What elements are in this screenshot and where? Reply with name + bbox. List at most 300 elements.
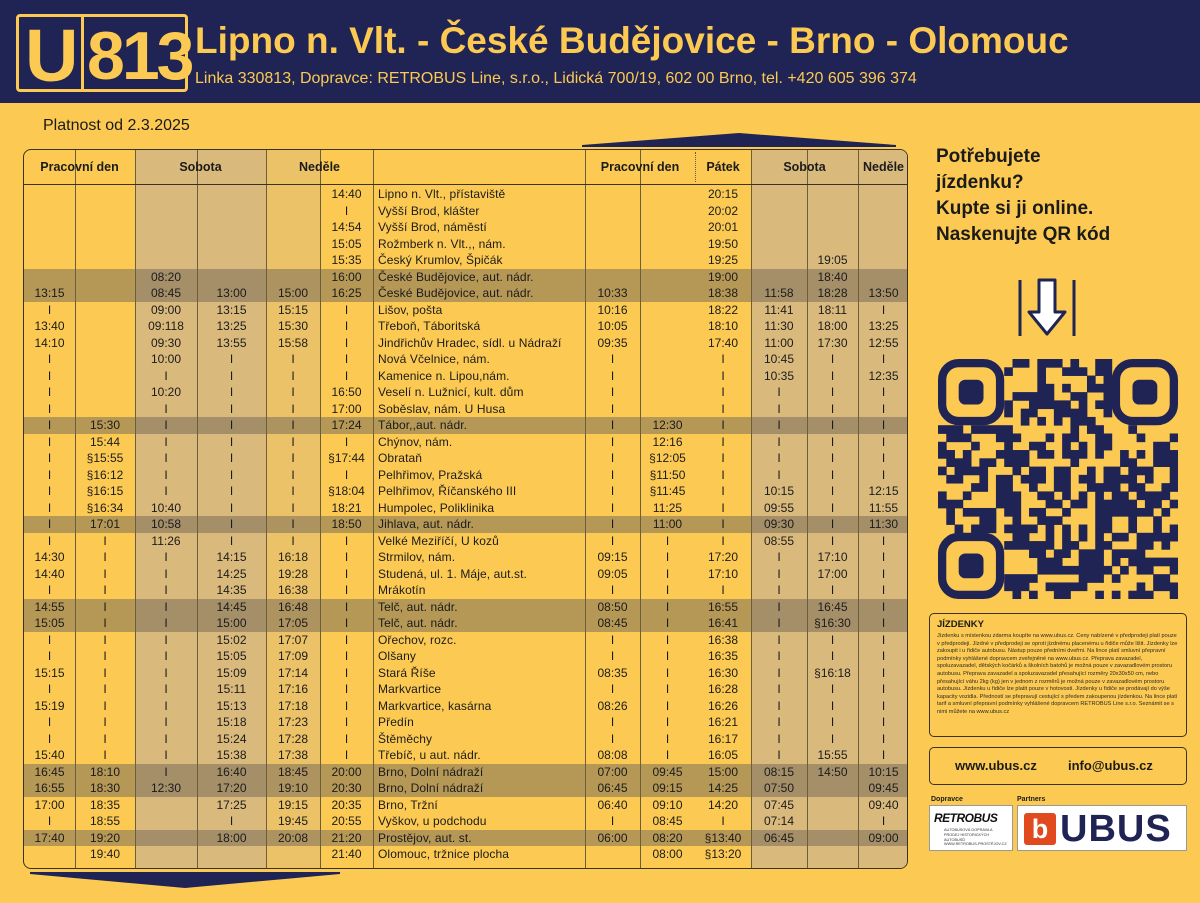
time-cell: I bbox=[830, 368, 835, 383]
time-cell: 09:10 bbox=[652, 797, 683, 812]
time-cell bbox=[75, 318, 135, 335]
time-cell: I bbox=[610, 401, 615, 416]
tickets-title: JÍZDENKY bbox=[937, 619, 984, 630]
time-cell: I bbox=[777, 649, 781, 663]
time-cell: I bbox=[830, 500, 835, 515]
time-cell: 09:45 bbox=[868, 781, 899, 795]
time-cell: §11:45 bbox=[649, 484, 686, 498]
time-cell: 08:20 bbox=[652, 830, 683, 845]
email-link[interactable]: info@ubus.cz bbox=[1068, 758, 1153, 773]
table-row bbox=[24, 236, 908, 253]
time-cell: I bbox=[47, 517, 52, 531]
table-row bbox=[24, 302, 908, 319]
time-cell: 13:50 bbox=[868, 286, 899, 300]
time-cell bbox=[807, 219, 858, 236]
time-cell bbox=[135, 830, 197, 847]
time-cell: 16:21 bbox=[707, 715, 739, 729]
line-number: 813 bbox=[87, 18, 192, 94]
time-cell bbox=[751, 186, 807, 203]
time-cell bbox=[197, 203, 266, 220]
time-cell bbox=[585, 186, 640, 203]
time-cell: I bbox=[291, 451, 295, 465]
time-cell bbox=[75, 219, 135, 236]
time-cell: I bbox=[344, 335, 349, 350]
time-cell: I bbox=[344, 632, 349, 647]
time-cell: 08:35 bbox=[597, 665, 628, 680]
time-cell: 15:18 bbox=[216, 715, 247, 729]
time-cell: I bbox=[344, 748, 349, 762]
time-cell: 17:00 bbox=[331, 401, 362, 416]
time-cell: I bbox=[229, 352, 234, 366]
time-cell bbox=[585, 219, 640, 236]
stop-name: Obrataň bbox=[378, 451, 423, 465]
stop-name: Štěměchy bbox=[378, 731, 433, 746]
time-cell: 18:30 bbox=[89, 781, 121, 795]
time-cell: I bbox=[777, 434, 781, 449]
time-cell bbox=[585, 203, 640, 220]
direction-arrow-left-icon bbox=[30, 872, 340, 888]
time-cell: §13:40 bbox=[704, 830, 742, 845]
time-cell: I bbox=[777, 418, 781, 432]
table-row bbox=[24, 533, 908, 550]
time-cell bbox=[640, 252, 695, 269]
time-cell: I bbox=[164, 451, 168, 465]
time-cell: I bbox=[344, 302, 349, 317]
time-cell bbox=[24, 252, 75, 269]
time-cell bbox=[585, 236, 640, 253]
time-cell: 13:55 bbox=[216, 335, 247, 350]
partners-label: Partners bbox=[1017, 796, 1046, 803]
time-cell: 20:15 bbox=[707, 187, 739, 201]
time-cell: I bbox=[47, 484, 52, 498]
time-cell: I bbox=[229, 418, 234, 432]
time-cell: 10:40 bbox=[150, 500, 182, 515]
time-cell: I bbox=[47, 418, 52, 432]
time-cell: 09:15 bbox=[597, 550, 628, 564]
table-row bbox=[24, 417, 908, 434]
direction-arrow-right-icon bbox=[582, 133, 896, 147]
time-cell: 18:50 bbox=[331, 517, 362, 531]
time-cell: §15:55 bbox=[86, 451, 124, 465]
table-row bbox=[24, 318, 908, 335]
time-cell: I bbox=[164, 682, 168, 696]
time-cell bbox=[807, 186, 858, 203]
time-cell: I bbox=[830, 418, 835, 432]
time-cell: 15:09 bbox=[216, 665, 247, 680]
qr-code-icon[interactable] bbox=[938, 359, 1178, 599]
time-cell bbox=[640, 285, 695, 302]
time-cell: I bbox=[721, 385, 725, 399]
time-cell: 09:05 bbox=[597, 566, 628, 581]
time-cell: 17:20 bbox=[707, 550, 739, 564]
time-cell: 16:30 bbox=[707, 665, 739, 680]
time-cell: I bbox=[881, 467, 886, 482]
time-cell: I bbox=[610, 385, 615, 399]
time-cell bbox=[858, 846, 908, 863]
time-cell: I bbox=[344, 616, 349, 630]
time-cell: 15:15 bbox=[277, 302, 309, 317]
time-cell bbox=[135, 797, 197, 814]
table-row bbox=[24, 780, 908, 797]
time-cell: I bbox=[881, 616, 886, 630]
header-workday-right: Pracovní den bbox=[600, 160, 680, 174]
time-cell: I bbox=[291, 352, 295, 366]
time-cell: 18:40 bbox=[817, 269, 848, 284]
time-cell: 08:55 bbox=[763, 533, 795, 548]
stop-name: Lišov, pošta bbox=[378, 302, 443, 317]
time-cell: 09:55 bbox=[763, 500, 795, 515]
stop-name: České Budějovice, aut. nádr. bbox=[378, 269, 534, 284]
time-cell: 15:15 bbox=[34, 665, 65, 680]
time-cell: 15:40 bbox=[34, 748, 65, 762]
stop-name: Telč, aut. nádr. bbox=[378, 599, 458, 614]
time-cell: I bbox=[164, 401, 168, 416]
time-cell: 16:28 bbox=[707, 682, 739, 696]
time-cell: I bbox=[229, 401, 234, 416]
time-cell bbox=[135, 846, 197, 863]
time-cell: 16:17 bbox=[707, 731, 739, 746]
time-cell: §16:12 bbox=[86, 467, 124, 482]
time-cell: 16:38 bbox=[707, 632, 739, 647]
time-cell: 06:45 bbox=[597, 781, 628, 795]
table-row bbox=[24, 698, 908, 715]
time-cell: I bbox=[164, 599, 168, 614]
table-row bbox=[24, 516, 908, 533]
time-cell bbox=[75, 236, 135, 253]
ubus-logo bbox=[1017, 805, 1187, 851]
time-cell: I bbox=[344, 599, 349, 614]
time-cell bbox=[640, 335, 695, 352]
time-cell: I bbox=[47, 434, 52, 449]
time-cell: 09:30 bbox=[150, 335, 182, 350]
time-cell: 11:30 bbox=[764, 319, 794, 333]
time-cell: 14:45 bbox=[216, 599, 247, 614]
time-cell: I bbox=[721, 583, 725, 597]
stop-name: Lipno n. Vlt., přístaviště bbox=[378, 187, 506, 201]
time-cell: I bbox=[830, 484, 835, 498]
time-cell: 19:25 bbox=[707, 253, 739, 267]
time-cell: 07:45 bbox=[763, 797, 795, 812]
time-cell: I bbox=[721, 517, 725, 531]
time-cell: I bbox=[777, 401, 781, 416]
time-cell: I bbox=[777, 583, 781, 597]
time-cell: 16:35 bbox=[707, 649, 739, 663]
table-row bbox=[24, 219, 908, 236]
time-cell: I bbox=[344, 698, 349, 713]
time-cell: I bbox=[610, 484, 615, 498]
stop-name: Mrákotín bbox=[378, 583, 426, 597]
time-cell: I bbox=[291, 434, 295, 449]
time-cell: I bbox=[830, 682, 835, 696]
time-cell: 15:55 bbox=[817, 748, 848, 762]
time-cell: 18:11 bbox=[817, 302, 848, 317]
stop-name: Pelhřimov, Říčanského III bbox=[378, 484, 517, 498]
time-cell: 12:30 bbox=[150, 781, 182, 795]
time-cell: I bbox=[229, 484, 234, 498]
time-cell: I bbox=[777, 748, 781, 762]
time-cell bbox=[858, 203, 908, 220]
time-cell: I bbox=[103, 665, 107, 680]
time-cell: 16:25 bbox=[331, 286, 362, 300]
time-cell bbox=[75, 384, 135, 401]
time-cell bbox=[640, 219, 695, 236]
stop-name: Tábor,,aut. nádr. bbox=[378, 418, 468, 432]
time-cell: §13:20 bbox=[704, 847, 742, 861]
time-cell: I bbox=[229, 517, 234, 531]
time-cell bbox=[266, 236, 320, 253]
time-cell: 16:38 bbox=[277, 583, 309, 597]
time-cell bbox=[135, 813, 197, 830]
time-cell bbox=[807, 813, 858, 830]
table-row bbox=[24, 483, 908, 500]
time-cell: 16:48 bbox=[277, 599, 309, 614]
time-cell: I bbox=[164, 583, 168, 597]
time-cell: 17:09 bbox=[277, 649, 309, 663]
time-cell: I bbox=[344, 566, 349, 581]
time-cell bbox=[266, 186, 320, 203]
stop-name: Veselí n. Lužnicí, kult. dům bbox=[378, 385, 524, 399]
time-cell: I bbox=[164, 368, 168, 383]
time-cell bbox=[75, 269, 135, 286]
time-cell: I bbox=[830, 517, 835, 531]
time-cell: I bbox=[344, 665, 349, 680]
time-cell: I bbox=[344, 203, 349, 218]
time-cell: 21:20 bbox=[331, 830, 362, 845]
time-cell bbox=[266, 846, 320, 863]
time-cell: 14:25 bbox=[707, 781, 739, 795]
time-cell: I bbox=[881, 451, 886, 465]
time-cell: I bbox=[881, 550, 886, 564]
time-cell bbox=[75, 401, 135, 418]
time-cell: 15:00 bbox=[707, 764, 739, 779]
time-cell: §11:50 bbox=[649, 467, 686, 482]
time-cell: I bbox=[830, 451, 835, 465]
time-cell: I bbox=[164, 731, 168, 746]
table-row bbox=[24, 714, 908, 731]
promo-line-4: Naskenujte QR kód bbox=[936, 224, 1111, 245]
time-cell: I bbox=[291, 500, 295, 515]
time-cell: I bbox=[881, 748, 886, 762]
stop-name: Olomouc, tržnice plocha bbox=[378, 847, 510, 861]
time-cell: 06:00 bbox=[597, 830, 628, 845]
table-row bbox=[24, 434, 908, 451]
stop-name: Brno, Dolní nádraží bbox=[378, 764, 484, 779]
time-cell: §16:34 bbox=[86, 500, 124, 515]
time-cell: I bbox=[610, 682, 615, 696]
table-row bbox=[24, 368, 908, 385]
stop-name: Ořechov, rozc. bbox=[378, 632, 457, 647]
table-row bbox=[24, 252, 908, 269]
time-cell: I bbox=[610, 418, 615, 432]
time-cell: I bbox=[881, 566, 886, 581]
time-cell bbox=[135, 219, 197, 236]
header-saturday-left: Sobota bbox=[179, 160, 222, 174]
time-cell: I bbox=[881, 352, 886, 366]
time-cell: I bbox=[881, 814, 886, 828]
time-cell: I bbox=[164, 550, 168, 564]
time-cell: 17:14 bbox=[277, 665, 309, 680]
time-cell: I bbox=[830, 715, 835, 729]
table-row bbox=[24, 648, 908, 665]
time-cell: I bbox=[610, 632, 615, 647]
time-cell: 15:35 bbox=[331, 253, 362, 267]
time-cell: 10:20 bbox=[150, 385, 182, 399]
time-cell: I bbox=[830, 533, 835, 548]
stop-name: Stará Říše bbox=[378, 665, 436, 680]
time-cell: 10:15 bbox=[763, 484, 795, 498]
time-cell: 17:30 bbox=[817, 335, 848, 350]
time-cell: 08:26 bbox=[597, 698, 628, 713]
time-cell: I bbox=[721, 368, 725, 383]
time-cell: 15:24 bbox=[216, 731, 247, 746]
time-cell: 07:00 bbox=[597, 764, 628, 779]
time-cell: 17:00 bbox=[34, 797, 65, 812]
time-cell: 14:30 bbox=[34, 550, 65, 564]
logo-divider bbox=[81, 17, 84, 89]
time-cell bbox=[807, 780, 858, 797]
time-cell: 17:10 bbox=[707, 566, 739, 581]
time-cell: I bbox=[103, 731, 107, 746]
time-cell: 16:50 bbox=[331, 385, 362, 399]
time-cell bbox=[858, 269, 908, 286]
time-cell bbox=[640, 351, 695, 368]
time-cell: 08:00 bbox=[652, 847, 683, 861]
time-cell: 06:40 bbox=[597, 797, 628, 812]
time-cell bbox=[266, 203, 320, 220]
time-cell: I bbox=[777, 731, 781, 746]
time-cell: I bbox=[665, 649, 670, 663]
table-row bbox=[24, 335, 908, 352]
time-cell: 15:00 bbox=[216, 616, 247, 630]
time-cell bbox=[75, 285, 135, 302]
time-cell: I bbox=[777, 566, 781, 581]
time-cell: I bbox=[881, 682, 886, 696]
stop-name: Předín bbox=[378, 715, 414, 729]
time-cell: 08:20 bbox=[150, 269, 182, 284]
time-cell: 09:118 bbox=[148, 319, 184, 333]
time-cell bbox=[640, 236, 695, 253]
time-cell: 17:16 bbox=[277, 682, 309, 696]
time-cell: I bbox=[103, 649, 107, 663]
header-workday-left: Pracovní den bbox=[40, 160, 119, 174]
retrobus-name: RETROBUS bbox=[934, 811, 998, 825]
time-cell: I bbox=[881, 302, 886, 317]
time-cell: I bbox=[665, 731, 670, 746]
time-cell bbox=[807, 846, 858, 863]
time-cell: 19:50 bbox=[707, 236, 739, 251]
time-cell: 19:45 bbox=[277, 814, 309, 828]
time-cell: 19:05 bbox=[817, 253, 848, 267]
time-cell: I bbox=[610, 814, 615, 828]
time-cell: 09:15 bbox=[652, 781, 683, 795]
time-cell bbox=[640, 269, 695, 286]
time-cell: I bbox=[881, 632, 886, 647]
time-cell: 13:00 bbox=[216, 286, 247, 300]
time-cell: 13:15 bbox=[216, 302, 247, 317]
time-cell: I bbox=[344, 550, 349, 564]
stop-name: Vyšší Brod, náměstí bbox=[378, 220, 487, 234]
header-sunday-right: Neděle bbox=[863, 160, 904, 174]
time-cell: I bbox=[777, 682, 781, 696]
time-cell bbox=[751, 236, 807, 253]
stop-name: Brno, Dolní nádraží bbox=[378, 781, 484, 795]
time-cell: 15:13 bbox=[216, 698, 247, 713]
time-cell: I bbox=[103, 533, 107, 548]
time-cell: I bbox=[291, 368, 295, 383]
time-cell: 14:40 bbox=[331, 187, 362, 201]
time-cell: I bbox=[777, 698, 781, 713]
time-cell: I bbox=[344, 731, 349, 746]
table-row bbox=[24, 632, 908, 649]
website-link[interactable]: www.ubus.cz bbox=[955, 758, 1037, 773]
time-cell: 19:28 bbox=[277, 566, 309, 581]
table-row bbox=[24, 615, 908, 632]
stop-name: Vyšší Brod, klášter bbox=[378, 203, 480, 218]
time-cell bbox=[197, 269, 266, 286]
time-cell: 18:00 bbox=[216, 830, 247, 845]
time-cell: 19:15 bbox=[277, 797, 309, 812]
time-cell: 08:45 bbox=[597, 616, 628, 630]
time-cell: 14:50 bbox=[817, 764, 848, 779]
time-cell: I bbox=[665, 616, 670, 630]
time-cell bbox=[858, 186, 908, 203]
time-cell: I bbox=[164, 632, 168, 647]
time-cell: 11:00 bbox=[652, 517, 683, 531]
time-cell: 19:10 bbox=[277, 781, 309, 795]
ubus-b-badge: b bbox=[1024, 813, 1056, 845]
route-subtitle: Linka 330813, Dopravce: RETROBUS Line, s.r.o., Lidická 700/19, 602 00 Brno, tel. +420 605 396 374 bbox=[195, 70, 917, 87]
time-cell: I bbox=[881, 731, 886, 746]
time-cell: I bbox=[665, 715, 670, 729]
time-cell: I bbox=[610, 715, 615, 729]
header-friday-right: Pátek bbox=[706, 160, 740, 174]
time-cell: 16:40 bbox=[216, 764, 247, 779]
validity-date: Platnost od 2.3.2025 bbox=[43, 117, 190, 134]
retrobus-logo bbox=[929, 805, 1013, 851]
time-cell: I bbox=[777, 616, 781, 630]
time-cell: 17:07 bbox=[277, 632, 309, 647]
time-cell: 14:25 bbox=[216, 566, 247, 581]
table-row bbox=[24, 549, 908, 566]
time-cell: 12:15 bbox=[868, 484, 899, 498]
table-row bbox=[24, 747, 908, 764]
time-cell: I bbox=[777, 599, 781, 614]
time-cell: 09:40 bbox=[868, 797, 899, 812]
time-cell: I bbox=[830, 434, 835, 449]
time-cell bbox=[75, 368, 135, 385]
time-cell: I bbox=[229, 368, 234, 383]
table-row bbox=[24, 830, 908, 847]
time-cell: I bbox=[721, 500, 725, 515]
time-cell: I bbox=[47, 451, 52, 465]
time-cell: I bbox=[103, 616, 107, 630]
time-cell: 15:58 bbox=[277, 335, 309, 350]
time-cell: 10:35 bbox=[763, 368, 795, 383]
time-cell: I bbox=[665, 682, 670, 696]
time-cell bbox=[751, 846, 807, 863]
carrier-label: Dopravce bbox=[931, 796, 963, 803]
time-cell: 07:50 bbox=[763, 781, 795, 795]
table-row bbox=[24, 500, 908, 517]
table-row bbox=[24, 582, 908, 599]
time-cell: 17:18 bbox=[277, 698, 309, 713]
time-cell bbox=[640, 186, 695, 203]
time-cell: I bbox=[164, 616, 168, 630]
time-cell: I bbox=[344, 682, 349, 696]
time-cell: I bbox=[881, 434, 886, 449]
time-cell: 20:30 bbox=[331, 781, 362, 795]
time-cell: 13:25 bbox=[216, 319, 247, 333]
